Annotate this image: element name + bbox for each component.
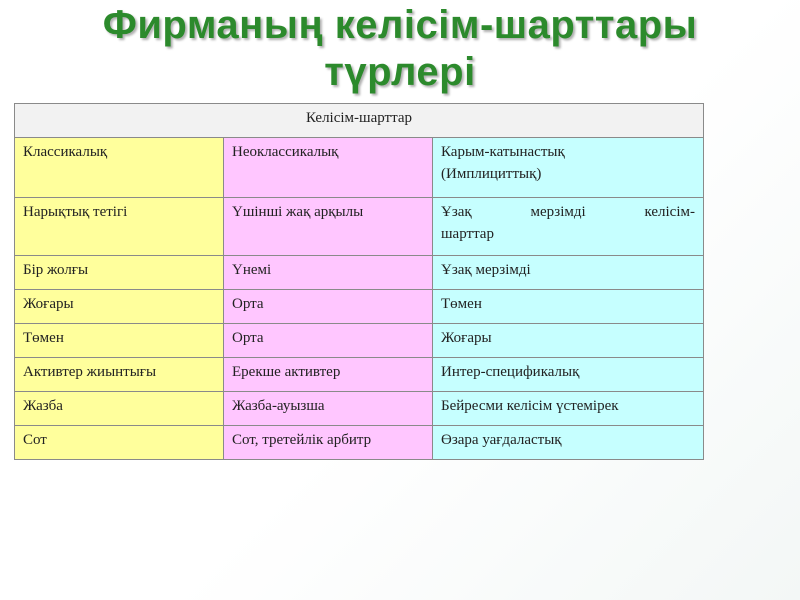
table-cell: Жоғары (15, 290, 224, 324)
table-cell: Жазба-ауызша (224, 392, 433, 426)
table-row (15, 392, 704, 426)
header-neoclassic: Неоклассикалық (224, 138, 433, 198)
table-cell: Орта (224, 290, 433, 324)
header-relational-line1: Карым-катынастық (441, 144, 565, 160)
table-cell: Ұзақ мерзімді (433, 256, 704, 290)
table-cell: Сот, третейлік арбитр (224, 426, 433, 460)
header-classic: Классикалық (15, 138, 224, 198)
table-row (15, 358, 704, 392)
table-row (15, 290, 704, 324)
header-relational (433, 138, 704, 198)
table-row (15, 198, 704, 256)
table-cell: Төмен (433, 290, 704, 324)
table-cell: Төмен (15, 324, 224, 358)
table-cell: Сот (15, 426, 224, 460)
table-row (15, 426, 704, 460)
word: келісім- (644, 204, 695, 220)
table-cell: Бейресми келісім үстемірек (433, 392, 704, 426)
table-cell: Нарықтық тетігі (15, 198, 224, 256)
slide-title-line-2: түрлері (324, 50, 476, 94)
word: Ұзақ (441, 204, 472, 220)
table-cell: Үнемі (224, 256, 433, 290)
table-cell: Интер-спецификалық (433, 358, 704, 392)
table-row (15, 256, 704, 290)
header-relational-line2: (Имплициттық) (441, 166, 542, 182)
table-header-row (15, 138, 704, 198)
table-row (15, 324, 704, 358)
contracts-table (14, 103, 704, 460)
table-cell: Активтер жиынтығы (15, 358, 224, 392)
table-cell: Жазба (15, 392, 224, 426)
table-caption-row (15, 104, 704, 138)
table-caption: Келісім-шарттар (15, 104, 704, 138)
table-cell: Ерекше активтер (224, 358, 433, 392)
slide-title-line-1: Фирманың келісім-шарттары (102, 3, 698, 47)
word: мерзімді (530, 204, 586, 220)
table-cell (433, 198, 704, 256)
justified-line (441, 201, 695, 223)
table-cell: Үшінші жақ арқылы (224, 198, 433, 256)
table-cell: Жоғары (433, 324, 704, 358)
table-cell: Орта (224, 324, 433, 358)
table-cell: Бір жолғы (15, 256, 224, 290)
wrapped-line: шарттар (441, 226, 494, 242)
table-cell: Өзара уағдаластық (433, 426, 704, 460)
slide-title (0, 2, 800, 96)
